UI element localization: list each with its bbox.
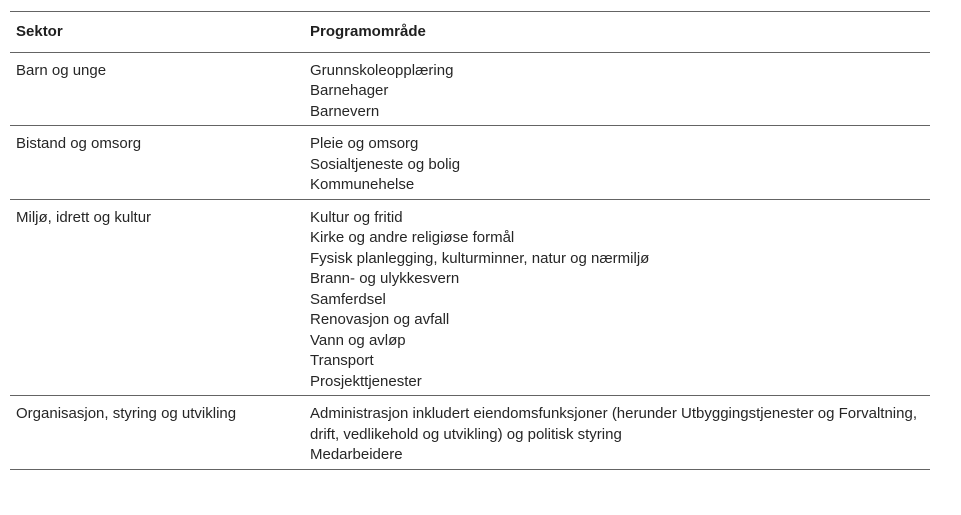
program-item: Sosialtjeneste og bolig — [310, 155, 461, 173]
program-item: Transport — [310, 352, 374, 369]
program-item: Kommunehelse — [310, 176, 415, 193]
programomrade-cell — [310, 126, 930, 200]
table-body — [10, 52, 930, 469]
program-item: Kultur og fritid — [310, 208, 403, 226]
program-item: Grunnskoleopplæring — [310, 61, 454, 79]
table-header-row — [10, 12, 930, 53]
table-row — [10, 52, 930, 126]
programomrade-cell — [310, 396, 930, 470]
program-item: Brann- og ulykkesvern — [310, 270, 460, 287]
program-item: Barnehager — [310, 82, 389, 99]
sektor-cell: Organisasjon, styring og utvikling — [16, 405, 237, 422]
column-header-programomrade: Programområde — [310, 23, 426, 40]
program-item: Prosjekttjenester — [310, 372, 422, 390]
program-item: Fysisk planlegging, kulturminner, natur og nærmiljø — [310, 249, 650, 267]
sektor-cell: Miljø, idrett og kultur — [16, 208, 152, 226]
programomrade-cell — [310, 199, 930, 396]
table-row — [10, 126, 930, 200]
program-item: Medarbeidere — [310, 446, 403, 463]
program-item: Renovasjon og avfall — [310, 311, 450, 328]
program-item: Administrasjon inkludert eiendomsfunksjoner (herunder Utbyggingstjenester og Forvaltning, drift, vedlikehold og utvikling) og politisk styring — [310, 405, 917, 443]
table-row — [10, 199, 930, 396]
sektor-cell: Bistand og omsorg — [16, 135, 142, 152]
program-item: Kirke og andre religiøse formål — [310, 229, 515, 246]
program-item: Pleie og omsorg — [310, 135, 419, 152]
program-item: Barnevern — [310, 102, 380, 120]
column-header-sektor: Sektor — [16, 23, 63, 40]
program-item: Vann og avløp — [310, 331, 406, 349]
programomrade-cell — [310, 52, 930, 126]
table-row — [10, 396, 930, 470]
program-item: Samferdsel — [310, 290, 386, 308]
sector-program-table — [10, 11, 930, 470]
sektor-cell: Barn og unge — [16, 61, 107, 79]
